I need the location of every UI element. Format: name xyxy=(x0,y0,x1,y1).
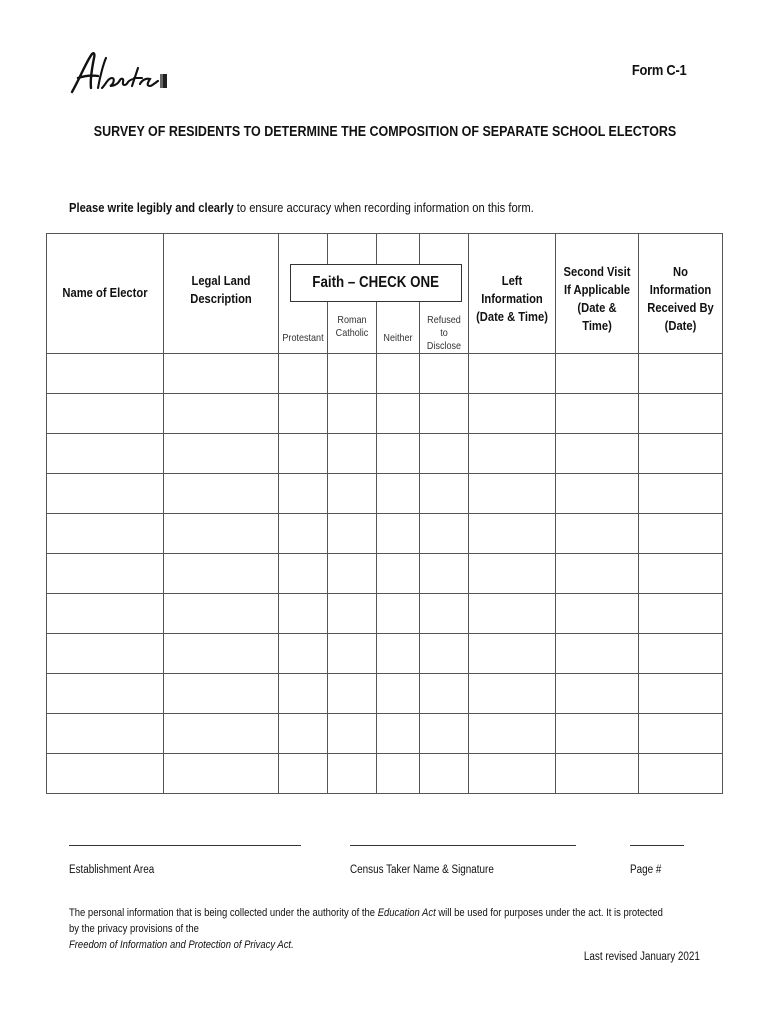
table-cell[interactable] xyxy=(556,354,639,394)
table-cell[interactable] xyxy=(279,714,328,754)
table-cell[interactable] xyxy=(164,514,279,554)
table-cell[interactable] xyxy=(639,514,723,554)
table-cell[interactable] xyxy=(556,754,639,794)
table-cell[interactable] xyxy=(377,554,420,594)
table-cell[interactable] xyxy=(377,474,420,514)
table-cell[interactable] xyxy=(164,474,279,514)
table-cell[interactable] xyxy=(47,754,164,794)
table-cell[interactable] xyxy=(639,754,723,794)
page-number-label: Page # xyxy=(630,864,662,876)
table-cell[interactable] xyxy=(420,594,469,634)
table-cell[interactable] xyxy=(279,354,328,394)
table-cell[interactable] xyxy=(164,634,279,674)
table-cell[interactable] xyxy=(469,594,556,634)
table-cell[interactable] xyxy=(328,514,377,554)
table-cell[interactable] xyxy=(47,514,164,554)
table-cell[interactable] xyxy=(47,434,164,474)
table-cell[interactable] xyxy=(164,434,279,474)
faith-refused-label-2: Disclose xyxy=(426,340,462,352)
form-title: SURVEY OF RESIDENTS TO DETERMINE THE COMPOSITION OF SEPARATE SCHOOL ELECTORS xyxy=(93,124,677,140)
col-noinfo-label-3: (Date) xyxy=(664,318,697,333)
table-row xyxy=(47,554,723,594)
header-legal-land xyxy=(164,234,279,354)
table-body xyxy=(47,354,723,794)
table-cell[interactable] xyxy=(556,434,639,474)
table-cell[interactable] xyxy=(328,474,377,514)
table-row xyxy=(47,634,723,674)
table-cell[interactable] xyxy=(469,754,556,794)
privacy-end: . xyxy=(291,939,294,951)
header-name-of-elector xyxy=(47,234,164,354)
table-cell[interactable] xyxy=(377,514,420,554)
faith-label: Faith – CHECK ONE xyxy=(312,274,440,291)
table-row xyxy=(47,434,723,474)
table-cell[interactable] xyxy=(279,634,328,674)
col-second-label-2: If Applicable xyxy=(563,282,631,297)
survey-table xyxy=(46,233,723,794)
table-cell[interactable] xyxy=(469,634,556,674)
table-cell[interactable] xyxy=(420,754,469,794)
table-cell[interactable] xyxy=(47,594,164,634)
table-cell[interactable] xyxy=(47,394,164,434)
table-cell[interactable] xyxy=(279,394,328,434)
faith-check-one-box xyxy=(290,264,462,302)
table-cell[interactable] xyxy=(279,594,328,634)
table-cell[interactable] xyxy=(164,674,279,714)
table-cell[interactable] xyxy=(639,354,723,394)
table-cell[interactable] xyxy=(469,554,556,594)
table-cell[interactable] xyxy=(420,474,469,514)
col-second-label-1: Second Visit xyxy=(563,264,631,279)
table-cell[interactable] xyxy=(556,394,639,434)
col-legal-label-2: Description xyxy=(190,291,252,306)
last-revised: Last revised January 2021 xyxy=(583,951,700,963)
privacy-act-name: Education Act xyxy=(377,907,436,919)
privacy-text-1: The personal information that is being collected under the authority of the xyxy=(69,907,378,919)
table-cell[interactable] xyxy=(164,594,279,634)
table-cell[interactable] xyxy=(47,474,164,514)
table-cell[interactable] xyxy=(279,554,328,594)
table-cell[interactable] xyxy=(420,554,469,594)
table-cell[interactable] xyxy=(328,714,377,754)
table-cell[interactable] xyxy=(377,394,420,434)
table-cell[interactable] xyxy=(469,714,556,754)
table-cell[interactable] xyxy=(469,434,556,474)
instructions xyxy=(69,200,534,215)
header-no-information xyxy=(639,234,723,354)
privacy-foip-name: Freedom of Information and Protection of Privacy Act xyxy=(69,939,292,951)
table-cell[interactable] xyxy=(556,514,639,554)
table-cell[interactable] xyxy=(377,714,420,754)
faith-neither-label: Neither xyxy=(383,332,413,344)
privacy-text-2: will be used for purposes under the act. It is protected by the privacy provisions of the xyxy=(69,907,663,935)
col-noinfo-label-1: No Information xyxy=(649,264,712,297)
table-cell[interactable] xyxy=(420,714,469,754)
table-cell[interactable] xyxy=(420,394,469,434)
table-cell[interactable] xyxy=(328,354,377,394)
table-cell[interactable] xyxy=(328,594,377,634)
table-row xyxy=(47,394,723,434)
establishment-label: Establishment Area xyxy=(69,864,155,876)
table-cell[interactable] xyxy=(639,434,723,474)
table-cell[interactable] xyxy=(469,514,556,554)
table-cell[interactable] xyxy=(639,554,723,594)
table-cell[interactable] xyxy=(556,714,639,754)
table-cell[interactable] xyxy=(420,674,469,714)
alberta-logo xyxy=(68,48,172,98)
table-cell[interactable] xyxy=(279,674,328,714)
table-cell[interactable] xyxy=(556,594,639,634)
census-taker-label: Census Taker Name & Signature xyxy=(350,864,494,876)
instructions-bold: Please write legibly and clearly xyxy=(69,200,234,215)
table-cell[interactable] xyxy=(328,554,377,594)
table-row xyxy=(47,474,723,514)
table-cell[interactable] xyxy=(639,634,723,674)
table-row xyxy=(47,674,723,714)
table-cell[interactable] xyxy=(639,394,723,434)
col-left-label-1: Left Information xyxy=(481,273,543,306)
table-cell[interactable] xyxy=(556,674,639,714)
table-cell[interactable] xyxy=(639,674,723,714)
page-number-line[interactable] xyxy=(630,845,684,846)
table-row xyxy=(47,754,723,794)
table-cell[interactable] xyxy=(469,474,556,514)
table-cell[interactable] xyxy=(420,354,469,394)
table-cell[interactable] xyxy=(279,434,328,474)
table-cell[interactable] xyxy=(47,354,164,394)
col-second-label-3: (Date & Time) xyxy=(577,300,617,333)
faith-rc-label-1: Roman xyxy=(337,314,367,326)
table-cell[interactable] xyxy=(469,394,556,434)
table-cell[interactable] xyxy=(279,754,328,794)
header-left-information xyxy=(469,234,556,354)
table-cell[interactable] xyxy=(377,634,420,674)
table-row xyxy=(47,354,723,394)
table-cell[interactable] xyxy=(420,634,469,674)
col-noinfo-label-2: Received By xyxy=(647,300,714,315)
form-id: Form C-1 xyxy=(631,62,686,79)
table-cell[interactable] xyxy=(328,434,377,474)
table-cell[interactable] xyxy=(377,594,420,634)
table-cell[interactable] xyxy=(47,634,164,674)
instructions-rest: to ensure accuracy when recording information on this form. xyxy=(233,200,534,215)
table-cell[interactable] xyxy=(469,354,556,394)
table-cell[interactable] xyxy=(639,474,723,514)
col-left-label-2: (Date & Time) xyxy=(476,309,548,324)
faith-refused-label-1: Refused to xyxy=(427,314,461,339)
header-second-visit xyxy=(556,234,639,354)
faith-protestant-label: Protestant xyxy=(282,332,324,344)
table-cell[interactable] xyxy=(377,754,420,794)
col-legal-label-1: Legal Land xyxy=(191,273,251,288)
table-cell[interactable] xyxy=(556,474,639,514)
table-row xyxy=(47,714,723,754)
table-cell[interactable] xyxy=(556,634,639,674)
table-cell[interactable] xyxy=(377,674,420,714)
table-cell[interactable] xyxy=(420,514,469,554)
col-name-label: Name of Elector xyxy=(62,285,148,300)
privacy-notice xyxy=(69,905,671,953)
table-cell[interactable] xyxy=(164,754,279,794)
table-cell[interactable] xyxy=(164,714,279,754)
table-row xyxy=(47,514,723,554)
table-cell[interactable] xyxy=(279,474,328,514)
table-cell[interactable] xyxy=(164,354,279,394)
table-cell[interactable] xyxy=(328,634,377,674)
table-cell[interactable] xyxy=(328,394,377,434)
table-cell[interactable] xyxy=(47,714,164,754)
table-cell[interactable] xyxy=(377,434,420,474)
table-cell[interactable] xyxy=(377,354,420,394)
table-cell[interactable] xyxy=(328,674,377,714)
table-cell[interactable] xyxy=(164,554,279,594)
table-cell[interactable] xyxy=(469,674,556,714)
table-cell[interactable] xyxy=(164,394,279,434)
table-cell[interactable] xyxy=(47,554,164,594)
census-taker-line[interactable] xyxy=(350,845,576,846)
establishment-line[interactable] xyxy=(69,845,301,846)
table-cell[interactable] xyxy=(556,554,639,594)
table-cell[interactable] xyxy=(420,434,469,474)
table-cell[interactable] xyxy=(639,714,723,754)
table-cell[interactable] xyxy=(279,514,328,554)
table-cell[interactable] xyxy=(639,594,723,634)
table-row xyxy=(47,594,723,634)
faith-rc-label-2: Catholic xyxy=(335,327,369,339)
table-cell[interactable] xyxy=(328,754,377,794)
table-cell[interactable] xyxy=(47,674,164,714)
